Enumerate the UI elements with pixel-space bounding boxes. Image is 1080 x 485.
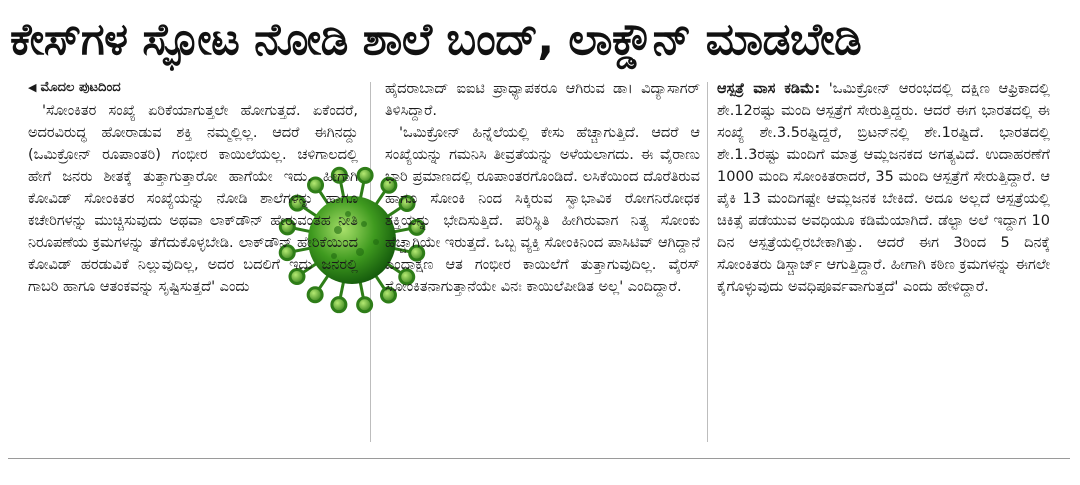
col3-paragraph: ಆಸ್ಪತ್ರೆ ವಾಸ ಕಡಿಮೆ: 'ಒಮಿಕ್ರೋನ್ ಆರಂಭದಲ್ಲಿ ದಕ್ಷಿಣ ಆಫ್ರಿಕಾದಲ್ಲಿ ಶೇ.12ರಷ್ಟು ಮಂದಿ ಆಸ್ಪತ್ರೆಗೆ ಸೇರುತ್ತಿದ್ದರು. ಆದರೆ ಈಗ ಭಾರತದಲ್ಲಿ ಈ ಸಂಖ್ಯೆ ಶೇ.3.5ರಷ್ಟಿದ್ದರೆ, ಬ್ರಿಟನ್‌ನಲ್ಲಿ ಶೇ.1ರಷ್ಟಿದೆ. ಭಾರತದಲ್ಲಿ ಶೇ.1.3ರಷ್ಟು ಮಂದಿಗೆ ಮಾತ್ರ ಆಮ್ಲಜನಕದ ಅಗತ್ಯವಿದೆ. ಉದಾಹರಣೆಗೆ 1000 ಮಂದಿ ಸೋಂಕಿತರಾದರೆ, 35 ಮಂದಿ ಆಸ್ಪತ್ರೆಗೆ ಸೇರುತ್ತಿದ್ದಾರೆ. ಆ ಪೈಕಿ 13 ಮಂದಿಗಷ್ಟೇ ಆಮ್ಲಜನಕ ಬೇಕಿದೆ. ಅದೂ ಅಲ್ಲದೆ ಆಸ್ಪತ್ರೆಯಲ್ಲಿ ಚಿಕಿತ್ಸೆ ಪಡೆಯುವ ಅವಧಿಯೂ ಕಡಿಮೆಯಾಗಿದೆ. ಡೆಲ್ಟಾ ಅಲೆ ಇದ್ದಾಗ 10 ದಿನ ಆಸ್ಪತ್ರೆಯಲ್ಲಿರಬೇಕಾಗಿತ್ತು. ಆದರೆ ಈಗ 3ರಿಂದ 5 ದಿನಕ್ಕೆ ಸೋಂಕಿತರು ಡಿಸ್ಚಾರ್ಜ್ ಆಗುತ್ತಿದ್ದಾರೆ. ಹೀಗಾಗಿ ಕಠಿಣ ಕ್ರಮಗಳನ್ನು ಈಗಲೇ ಕೈಗೊಳ್ಳುವುದು ಅವಧಿಪೂರ್ವವಾಗುತ್ತದೆ' ಎಂದು ಹೇಳಿದ್ದಾರೆ. (717, 81, 1050, 295)
virus-spike-tip (358, 298, 372, 312)
col2-paragraph-2: 'ಒಮಿಕ್ರೋನ್ ಹಿನ್ನೆಲೆಯಲ್ಲಿ ಕೇಸು ಹೆಚ್ಚಾಗುತ್ತಿದೆ. ಆದರೆ ಆ ಸಂಖ್ಯೆಯನ್ನು ಗಮನಿಸಿ ತೀವ್ರತೆಯನ್ನು ಅಳೆಯಲಾಗದು. ಈ ವೈರಾಣು ಭಾರಿ ಪ್ರಮಾಣದಲ್ಲಿ ರೂಪಾಂತರಗೊಂಡಿದೆ. ಲಸಿಕೆಯಿಂದ ದೊರೆತಿರುವ ಹಾಗೂ ಸೋಂಕಿ ನಿಂದ ಸಿಕ್ಕಿರುವ ಸ್ವಾಭಾವಿಕ ರೋಗನಿರೋಧಕ ಶಕ್ತಿಯನ್ನು ಭೇದಿಸುತ್ತಿದೆ. ಪರಿಸ್ಥಿತಿ ಹೀಗಿರುವಾಗ ನಿತ್ಯ ಸೋಂಕು ಹೆಚ್ಚಾಗಿಯೇ ಇರುತ್ತದೆ. ಒಬ್ಬ ವ್ಯಕ್ತಿ ಸೋಂಕಿನಿಂದ ಪಾಸಿಟಿವ್ ಆಗಿದ್ದಾನೆ ಎಂದಾಕ್ಷಣ ಆತ ಗಂಭೀರ ಕಾಯಿಲೆಗೆ ತುತ್ತಾಗುವುದಿಲ್ಲ. ವೈರಸ್ ಸೋಂಕಿತನಾಗುತ್ತಾನೆಯೇ ವಿನಃ ಕಾಯಿಲೆಪೀಡಿತ ಅಲ್ಲ' ಎಂದಿದ್ದಾರೆ. (385, 125, 700, 295)
continued-from-front (28, 78, 358, 98)
virus-spike-tip (358, 168, 372, 182)
column-divider (707, 82, 708, 442)
col2-paragraph-1: ಹೈದರಾಬಾದ್ ಐಐಟಿ ಪ್ರಾಧ್ಯಾಪಕರೂ ಆಗಿರುವ ಡಾ। ವಿದ್ಯಾಸಾಗರ್ ತಿಳಿಸಿದ್ದಾರೆ. (385, 81, 700, 119)
col1-paragraph: 'ಸೋಂಕಿತರ ಸಂಖ್ಯೆ ಏರಿಕೆಯಾಗುತ್ತಲೇ ಹೋಗುತ್ತದೆ. ಏಕೆಂದರೆ, ಅದರವಿರುದ್ಧ ಹೋರಾಡುವ ಶಕ್ತಿ ನಮ್ಮಲ್ಲಿಲ್ಲ. ಆದರೆ ಈಗಿನದ್ದು (ಒಮಿಕ್ರೋನ್ ರೂಪಾಂತರಿ) ಗಂಭೀರ ಕಾಯಿಲೆಯಲ್ಲ. ಚಳಿಗಾಲದಲ್ಲಿ ಹೇಗೆ ಜನರು ಶೀತಕ್ಕೆ ತುತ್ತಾಗುತ್ತಾರೋ ಹಾಗೆಯೇ ಇದು. ಹೀಗಾಗಿ ಕೋವಿಡ್ ಸೋಂಕಿತರ ಸಂಖ್ಯೆಯನ್ನು ನೋಡಿ ಶಾಲೆಗಳನ್ನು ಹಾಗೂ ಕಚೇರಿಗಳನ್ನು ಮುಚ್ಚಿಸುವುದು ಅಥವಾ ಲಾಕ್‌ಡೌನ್ ಹೇರುವಂತಹ ನೀತಿ ನಿರೂಪಣೆಯ ಕ್ರಮಗಳನ್ನು ತೆಗೆದುಕೊಳ್ಳಬೇಡಿ. ಲಾಕ್‌ಡೌನ್ ಹೇರಿಕೆಯಿಂದ ಕೋವಿಡ್ ಹರಡುವಿಕೆ ನಿಲ್ಲುವುದಿಲ್ಲ, ಅದರ ಬದಲಿಗೆ ಇದು ಜನರಲ್ಲಿ ಗಾಬರಿ ಹಾಗೂ ಆತಂಕವನ್ನು ಸೃಷ್ಟಿಸುತ್ತದೆ' ಎಂದು (28, 103, 358, 295)
article-column-3 (717, 78, 1050, 298)
subheading: ಆಸ್ಪತ್ರೆ ವಾಸ ಕಡಿಮೆ: (717, 81, 821, 97)
continued-label: ಮೊದಲ ಪುಟದಿಂದ (40, 80, 121, 95)
headline: ಕೇಸ್‌ಗಳ ಸ್ಫೋಟ ನೋಡಿ ಶಾಲೆ ಬಂದ್, ಲಾಕ್ಡೌನ್ ಮಾಡಬೇಡಿ (10, 14, 862, 65)
back-arrow-icon: ◀ (28, 81, 37, 94)
virus-spike-tip (332, 298, 346, 312)
article-column-1 (28, 78, 358, 298)
bottom-rule (8, 458, 1070, 459)
article-column-2 (385, 78, 700, 298)
